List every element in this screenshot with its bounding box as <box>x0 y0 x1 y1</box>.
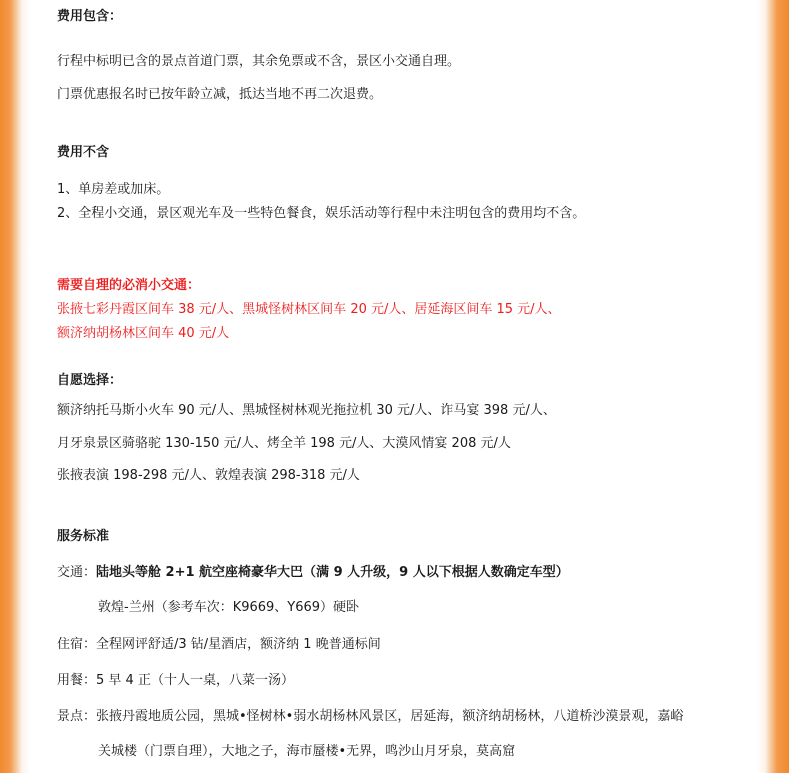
fee-excluded-line-1: 1、单房差或加床。 <box>57 182 170 197</box>
optional-heading: 自愿选择： <box>57 373 123 388</box>
fee-excluded-line-2: 2、全程小交通，景区观光车及一些特色餐食，娱乐活动等行程中未注明包含的费用均不含。 <box>57 206 586 221</box>
required-transport-line-2: 额济纳胡杨林区间车 40 元/人 <box>57 326 230 341</box>
service-transport-value: 陆地头等舱 2+1 航空座椅豪华大巴（满 9 人升级，9 人以下根据人数确定车型） <box>96 565 569 580</box>
fee-included-heading: 费用包含： <box>57 9 123 24</box>
service-hotel-value: 全程网评舒适/3 钻/星酒店，额济纳 1 晚普通标间 <box>96 637 381 652</box>
service-sights-label: 景点： <box>57 709 97 724</box>
service-transport-label: 交通： <box>57 565 97 580</box>
service-sights-value: 张掖丹霞地质公园，黑城•怪树林•弱水胡杨林风景区，居延海，额济纳胡杨林，八道桥沙漠景观，嘉峪 <box>96 709 684 724</box>
service-hotel-row <box>57 636 381 654</box>
fee-included-line-2: 门票优惠报名时已按年龄立减，抵达当地不再二次退费。 <box>57 87 383 102</box>
service-transport-row <box>57 564 569 582</box>
service-hotel-label: 住宿： <box>57 637 97 652</box>
optional-line-3: 张掖表演 198-298 元/人、敦煌表演 298-318 元/人 <box>57 468 360 483</box>
fee-excluded-heading: 费用不含 <box>57 145 110 160</box>
service-meal-label: 用餐： <box>57 673 97 688</box>
service-meal-value: 5 早 4 正（十人一桌，八菜一汤） <box>96 673 294 688</box>
required-transport-heading: 需要自理的必消小交通： <box>57 278 201 293</box>
service-meal-row <box>57 672 294 690</box>
optional-line-1: 额济纳托马斯小火车 90 元/人、黑城怪树林观光拖拉机 30 元/人、诈马宴 398 元/人、 <box>57 403 556 418</box>
fee-included-line-1: 行程中标明已含的景点首道门票，其余免票或不含，景区小交通自理。 <box>57 54 461 69</box>
required-transport-line-1: 张掖七彩丹霞区间车 38 元/人、黑城怪树林区间车 20 元/人、居延海区间车 15 元/人、 <box>57 302 561 317</box>
optional-line-2: 月牙泉景区骑骆驼 130-150 元/人、烤全羊 198 元/人、大漠风情宴 208 元/人 <box>57 436 511 451</box>
service-sights-value-2: 关城楼（门票自理），大地之子，海市蜃楼•无界，鸣沙山月牙泉，莫高窟 <box>98 744 516 759</box>
service-transport-value-2: 敦煌-兰州（参考车次：K9669、Y669）硬卧 <box>98 600 360 615</box>
service-heading: 服务标准 <box>57 529 110 544</box>
service-sights-row <box>57 708 683 726</box>
